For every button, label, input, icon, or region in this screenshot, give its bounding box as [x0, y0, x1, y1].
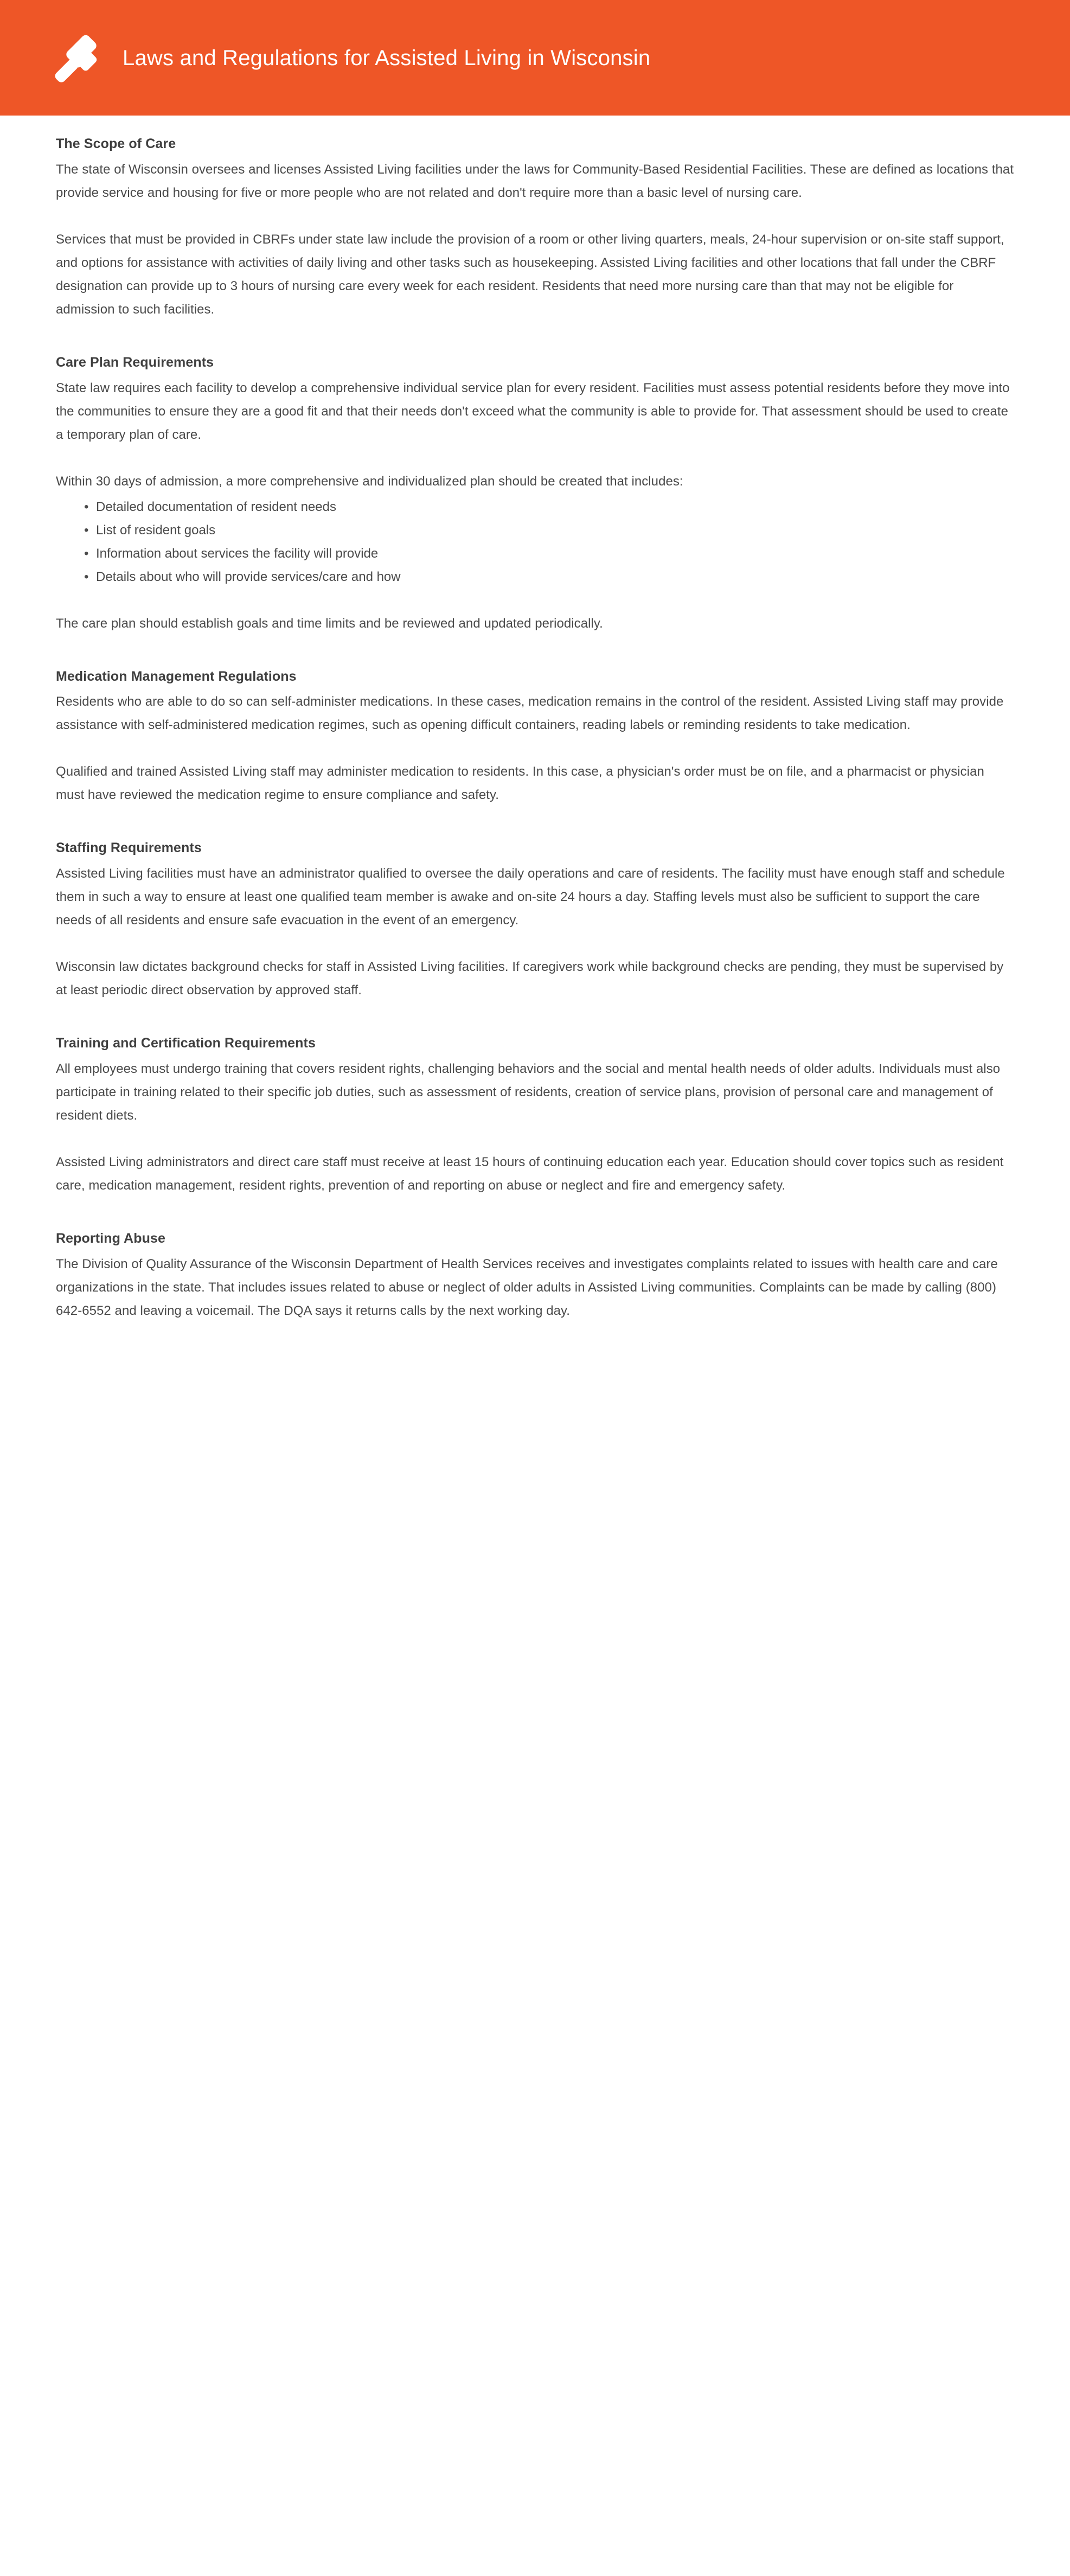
section-training-certification [56, 1034, 1016, 1197]
paragraph: Services that must be provided in CBRFs under state law include the provision of a room or other living quarters, meals, 24-hour supervision or on-site staff support, and options for assistance with activities of daily living and other tasks such as housekeeping. Assisted Living facilities and other locations that fall under the CBRF designation can provide up to 3 hours of nursing care every week for each resident. Residents that need more nursing care than that may not be eligible for admission to such facilities. [56, 232, 1004, 317]
paragraph: All employees must undergo training that covers resident rights, challenging behaviors and the social and mental health needs of older adults. Individuals must also participate in training related to their specific job duties, such as assessment of residents, creation of service plans, provision of personal care and management of resident diets. [56, 1061, 1001, 1123]
paragraph: The state of Wisconsin oversees and licenses Assisted Living facilities under the laws for Community-Based Residential Facilities. These are defined as locations that provide service and housing for five or more people who are not related and don't require more than a basic level of nursing care. [56, 162, 1014, 200]
section-scope-of-care [56, 135, 1016, 321]
paragraph: Within 30 days of admission, a more comprehensive and individualized plan should be created that includes: [56, 474, 683, 489]
section-heading: Care Plan Requirements [56, 354, 214, 370]
paragraph: Assisted Living facilities must have an administrator qualified to oversee the daily operations and care of residents. The facility must have enough staff and schedule them in such a way to ensure at least one qualified team member is awake and on-site 24 hours a day. Staffing levels must also be sufficient to support the care needs of all residents and ensure safe evacuation in the event of an emergency. [56, 866, 1005, 928]
section-heading: Staffing Requirements [56, 840, 202, 856]
section-care-plan-requirements [56, 354, 1016, 635]
list-item: • List of resident goals [84, 519, 1016, 542]
spacer [56, 589, 1016, 612]
list-item: • Information about services the facility will provide [84, 542, 1016, 565]
care-plan-list [56, 495, 1016, 589]
section-heading: Medication Management Regulations [56, 668, 297, 684]
page-title: Laws and Regulations for Assisted Living in Wisconsin [123, 46, 651, 70]
page-header [0, 0, 1070, 116]
paragraph: The care plan should establish goals and time limits and be reviewed and updated periodically. [56, 616, 603, 631]
section-staffing-requirements [56, 839, 1016, 1002]
paragraph: Wisconsin law dictates background checks for staff in Assisted Living facilities. If caregivers work while background checks are pending, they must be supervised by at least periodic direct observation by approved staff. [56, 960, 1004, 998]
paragraph: State law requires each facility to develop a comprehensive individual service plan for every resident. Facilities must assess potential residents before they move into the communities to ensure they are a good fit and that their needs don't exceed what the community is able to provide for. That assessment should be used to create a temporary plan of care. [56, 380, 1010, 442]
paragraph: Assisted Living administrators and direct care staff must receive at least 15 hours of continuing education each year. Education should cover topics such as resident care, medication management, resident rights, prevention of and reporting on abuse or neglect and fire and emergency safety. [56, 1154, 1004, 1193]
paragraph: Qualified and trained Assisted Living staff may administer medication to residents. In this case, a physician's order must be on file, and a pharmacist or physician must have reviewed the medication regime to ensure compliance and safety. [56, 764, 984, 803]
section-heading: The Scope of Care [56, 136, 176, 151]
section-medication-management [56, 668, 1016, 807]
gavel-icon [39, 23, 110, 93]
article-body [0, 116, 1070, 1355]
paragraph: The Division of Quality Assurance of the Wisconsin Department of Health Services receives and investigates complaints related to issues with health care and care organizations in the state. That includes issues related to abuse or neglect of older adults in Assisted Living communities. Complaints can be made by calling (800) 642-6552 and leaving a voicemail. The DQA says it returns calls by the next working day. [56, 1256, 998, 1318]
section-heading: Reporting Abuse [56, 1230, 165, 1246]
section-reporting-abuse [56, 1230, 1016, 1322]
list-item: • Details about who will provide services/care and how [84, 565, 1016, 589]
list-item: • Detailed documentation of resident needs [84, 495, 1016, 519]
section-heading: Training and Certification Requirements [56, 1035, 316, 1051]
paragraph: Residents who are able to do so can self-administer medications. In these cases, medication remains in the control of the resident. Assisted Living staff may provide assistance with self-administered medication regimes, such as opening difficult containers, reading labels or reminding residents to take medication. [56, 694, 1004, 733]
